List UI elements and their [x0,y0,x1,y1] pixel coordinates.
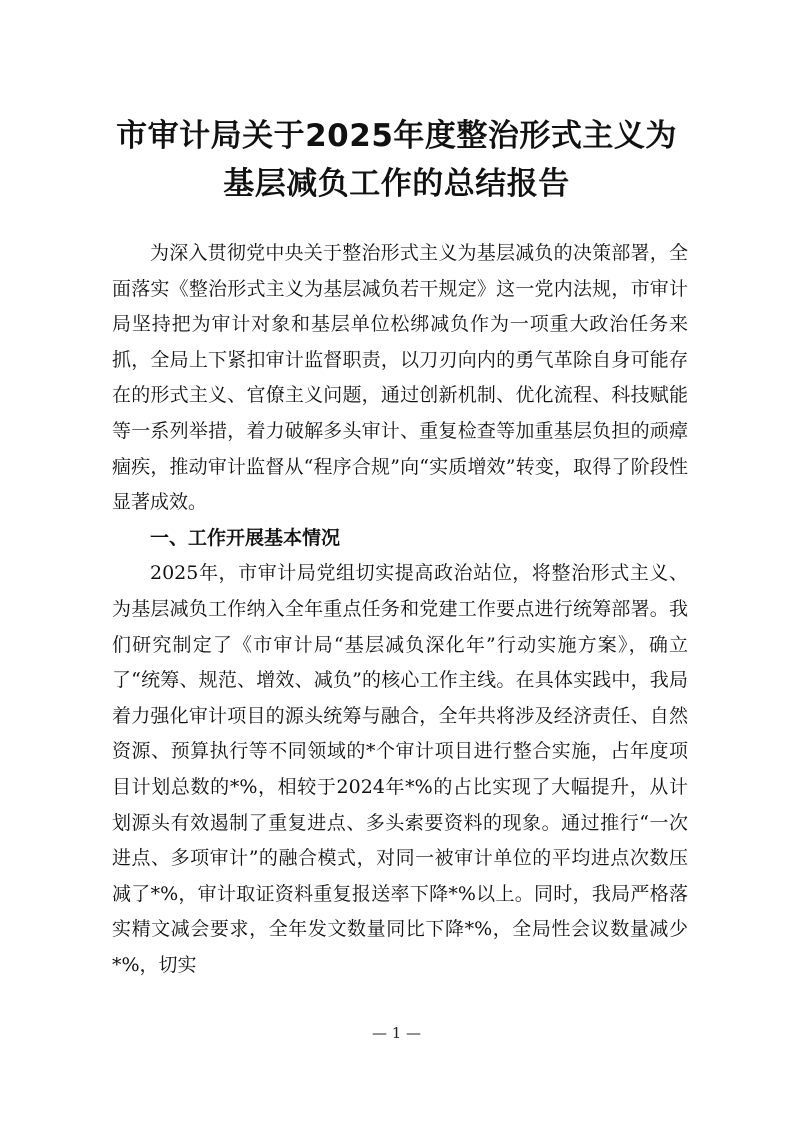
title-line-2: 基层减负工作的总结报告 [223,166,570,202]
section-heading-1: 一、工作开展基本情况 [150,526,341,549]
document-title [90,112,703,208]
title-line-1: 市审计局关于2025年度整治形式主义为 [116,118,677,154]
section-1-paragraph: 2025年，市审计局党组切实提高政治站位，将整治形式主义、为基层减负工作纳入全年重点任务和党建工作要点进行统筹部署。我们研究制定了《市审计局“基层减负深化年”行动实施方案》，确立了“统筹、规范、增效、减负”的核心工作主线。在具体实践中，我局着力强化审计项目的源头统筹与融合，全年共将涉及经济责任、自然资源、预算执行等不同领域的*个审计项目进行整合实施，占年度项目计划总数的*%，相较于2024年*%的占比实现了大幅提升，从计划源头有效遏制了重复进点、多头索要资料的现象。通过推行“一次进点、多项审计”的融合模式，对同一被审计单位的平均进点次数压减了*%，审计取证资料重复报送率下降*%以上。同时，我局严格落实精文减会要求，全年发文数量同比下降*%，全局性会议数量减少*%，切实 [112,562,688,976]
document-body [112,236,688,983]
page-number: — 1 — [371,1024,422,1042]
intro-paragraph: 为深入贯彻党中央关于整治形式主义为基层减负的决策部署，全面落实《整治形式主义为基层减负若干规定》这一党内法规，市审计局坚持把为审计对象和基层单位松绑减负作为一项重大政治任务来抓，全局上下紧扣审计监督职责，以刀刃向内的勇气革除自身可能存在的形式主义、官僚主义问题，通过创新机制、优化流程、科技赋能等一系列举措，着力破解多头审计、重复检查等加重基层负担的顽瘴痼疾，推动审计监督从“程序合规”向“实质增效”转变，取得了阶段性显著成效。 [112,242,688,514]
